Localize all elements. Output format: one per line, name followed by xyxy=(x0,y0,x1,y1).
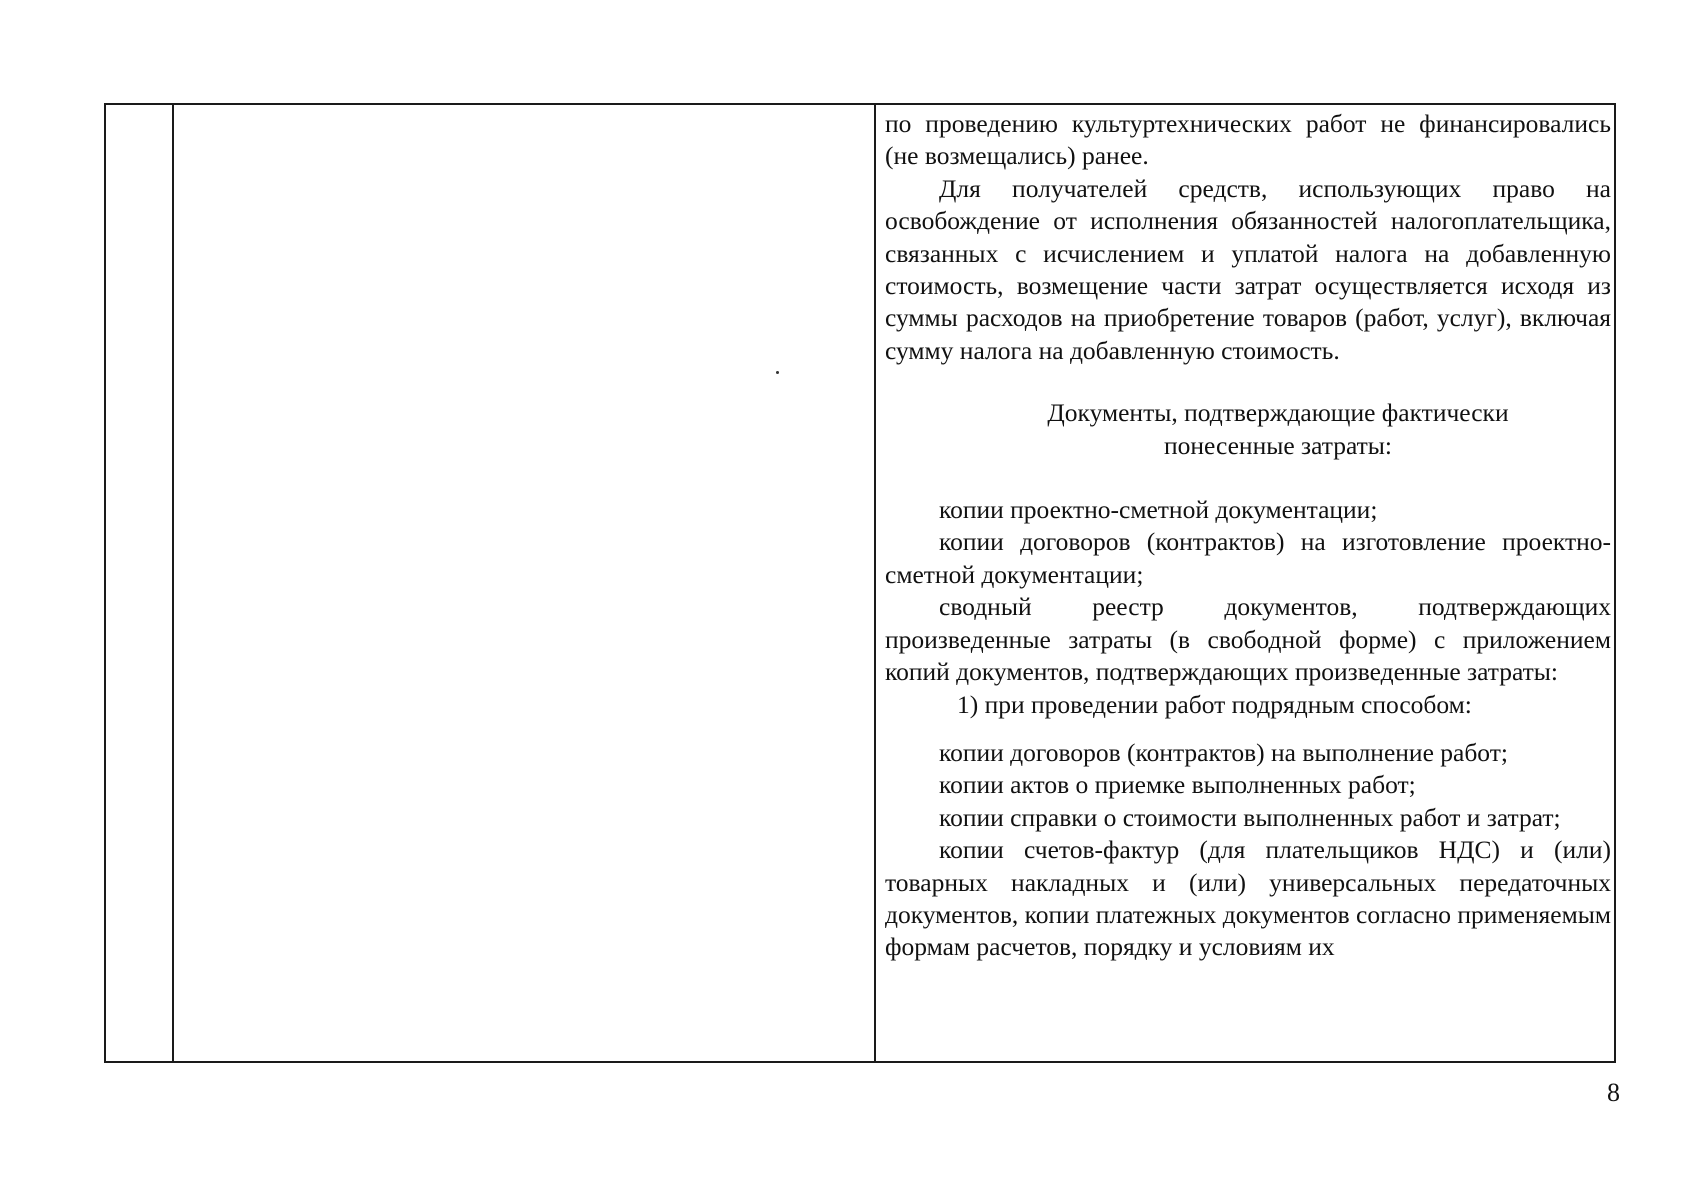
stray-mark xyxy=(776,371,779,374)
list-item-contract-method: 1) при проведении работ подрядным способом: xyxy=(957,689,1472,719)
list-item-acceptance-acts: копии актов о приемке выполненных работ; xyxy=(939,770,1416,800)
paragraph-vat-exemption: Для получателей средств, использующих право на освобождение от исполнения обязанностей налогоплательщика, связанных с исчислением и уплатой налога на добавленную стоимость, возмещение части затрат осуществляется исходя из суммы расходов на приобретение товаров (работ, услуг), включая сумму налога на добавленную стоимость. xyxy=(885,173,1611,365)
document-table xyxy=(104,103,1616,1063)
list-item-summary-register: сводный реестр документов, подтверждающих произведенные затраты (в свободной форме) с приложением копий документов, подтверждающих произведенные затраты: xyxy=(885,592,1611,687)
list-item-design-docs: копии проектно-сметной документации; xyxy=(939,495,1378,525)
column-divider-2 xyxy=(874,105,876,1061)
list-item-cost-certificate: копии справки о стоимости выполненных работ и затрат; xyxy=(939,802,1561,832)
list-item-invoices: копии счетов-фактур (для плательщиков НДС) и (или) товарных накладных и (или) универсальных передаточных документов, копии платежных документов согласно применяемым формам расчетов, порядку и условиям их xyxy=(885,835,1611,962)
table-cell-description-column xyxy=(885,105,1611,1061)
page-number: 8 xyxy=(1607,1078,1620,1107)
table-cell-name-column xyxy=(174,105,874,1061)
paragraph-continuation: по проведению культуртехнических работ не финансировались (не возмещались) ранее. xyxy=(885,109,1611,171)
list-item-design-contracts: копии договоров (контрактов) на изготовление проектно-сметной документации; xyxy=(885,527,1611,589)
table-cell-number-column xyxy=(106,105,172,1061)
list-item-work-contracts: копии договоров (контрактов) на выполнение работ; xyxy=(939,737,1508,767)
section-heading-documents: Документы, подтверждающие фактически понесенные затраты: xyxy=(1047,398,1509,460)
